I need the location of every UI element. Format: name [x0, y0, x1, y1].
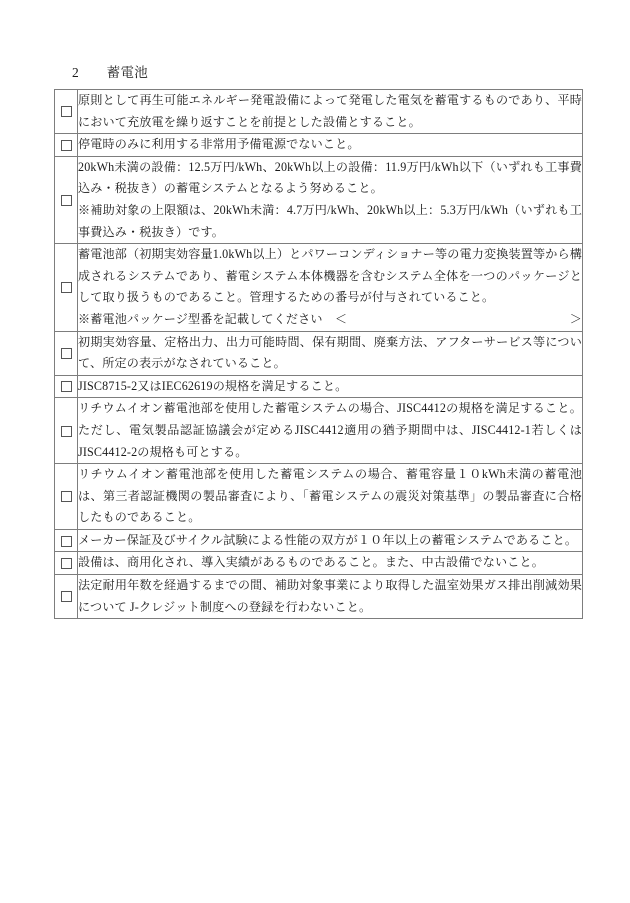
- requirement-paragraph: 法定耐用年数を経過するまでの間、補助対象事業により取得した温室効果ガス排出削減効果について J-クレジット制度への登録を行わないこと。: [78, 578, 582, 614]
- table-row: [55, 464, 583, 530]
- requirement-paragraph: メーカー保証及びサイクル試験による性能の双方が１０年以上の蓄電システムであること。: [78, 532, 578, 547]
- checkbox-icon[interactable]: [61, 536, 72, 547]
- requirement-text-cell: [78, 134, 583, 157]
- checkbox-icon[interactable]: [61, 381, 72, 392]
- requirement-text-cell: [78, 529, 583, 552]
- checkbox-icon[interactable]: [61, 591, 72, 602]
- table-row: [55, 552, 583, 575]
- requirement-text-cell: [78, 575, 583, 619]
- package-model-entry-line: [78, 309, 582, 331]
- requirement-paragraph: JISC8715-2又はIEC62619の規格を満足すること。: [78, 378, 348, 393]
- table-row: [55, 398, 583, 464]
- requirement-checkbox-cell[interactable]: [55, 398, 78, 464]
- requirement-paragraph: 初期実効容量、定格出力、出力可能時間、保有期間、廃棄方法、アフターサービス等について、所定の表示がなされていること。: [78, 334, 582, 371]
- table-row: [55, 529, 583, 552]
- requirement-paragraph: 設備は、商用化され、導入実績があるものであること。また、中古設備でないこと。: [78, 555, 544, 570]
- requirement-checkbox-cell[interactable]: [55, 464, 78, 530]
- checkbox-icon[interactable]: [61, 140, 72, 151]
- checkbox-icon[interactable]: [61, 282, 72, 293]
- requirement-paragraph: 停電時のみに利用する非常用予備電源でないこと。: [78, 137, 360, 152]
- requirement-paragraph: 20kWh未満の設備：12.5万円/kWh、20kWh以上の設備：11.9万円/kWh以下（いずれも工事費込み・税抜き）の蓄電システムとなるよう努めること。: [78, 159, 582, 196]
- requirement-text-cell: [78, 156, 583, 243]
- package-model-label: ※蓄電池パッケージ型番を記載してください: [78, 311, 335, 326]
- table-row: [55, 331, 583, 375]
- requirement-text-cell: [78, 90, 583, 134]
- requirement-checkbox-cell[interactable]: [55, 331, 78, 375]
- requirement-text-cell: [78, 244, 583, 331]
- requirement-paragraph: リチウムイオン蓄電池部を使用した蓄電システムの場合、JISC4412の規格を満足すること。ただし、電気製品認証協議会が定めるJISC4412適用の猶予期間中は、JISC4412-1若しくはJISC4412-2の規格も可とする。: [78, 401, 582, 459]
- table-row: [55, 575, 583, 619]
- checkbox-icon[interactable]: [61, 348, 72, 359]
- bracket-close: ＞: [569, 311, 582, 326]
- requirement-checkbox-cell[interactable]: [55, 529, 78, 552]
- requirement-paragraph: 蓄電池部（初期実効容量1.0kWh以上）とパワーコンディショナー等の電力変換装置等から構成されるシステムであり、蓄電システム本体機器を含むシステム全体を一つのパッケージとして取り扱うものであること。管理するための番号が付与されていること。: [78, 247, 582, 305]
- checkbox-icon[interactable]: [61, 195, 72, 206]
- requirement-text-cell: [78, 398, 583, 464]
- table-row: [55, 375, 583, 398]
- section-heading: 2 蓄電池: [72, 65, 149, 80]
- requirements-table: [54, 89, 583, 619]
- checkbox-icon[interactable]: [61, 106, 72, 117]
- requirement-text-cell: [78, 464, 583, 530]
- requirement-checkbox-cell[interactable]: [55, 552, 78, 575]
- requirement-checkbox-cell[interactable]: [55, 575, 78, 619]
- table-row: [55, 156, 583, 243]
- checkbox-icon[interactable]: [61, 426, 72, 437]
- package-model-input[interactable]: [347, 309, 570, 331]
- requirement-checkbox-cell[interactable]: [55, 134, 78, 157]
- table-row: [55, 90, 583, 134]
- checkbox-icon[interactable]: [61, 558, 72, 569]
- requirement-checkbox-cell[interactable]: [55, 375, 78, 398]
- requirement-checkbox-cell[interactable]: [55, 156, 78, 243]
- requirement-checkbox-cell[interactable]: [55, 244, 78, 331]
- bracket-open: ＜: [334, 311, 348, 326]
- requirement-paragraph: 原則として再生可能エネルギー発電設備によって発電した電気を蓄電するものであり、平時において充放電を繰り返すことを前提とした設備とすること。: [78, 93, 582, 129]
- table-row: [55, 244, 583, 331]
- requirement-paragraph: ※補助対象の上限額は、20kWh未満：4.7万円/kWh、20kWh以上：5.3万円/kWh（いずれも工事費込み・税抜き）です。: [78, 202, 582, 239]
- requirement-text-cell: [78, 552, 583, 575]
- requirement-text-cell: [78, 375, 583, 398]
- requirements-table-body: [55, 90, 583, 619]
- table-row: [55, 134, 583, 157]
- requirement-checkbox-cell[interactable]: [55, 90, 78, 134]
- requirement-text-cell: [78, 331, 583, 375]
- requirement-paragraph: リチウムイオン蓄電池部を使用した蓄電システムの場合、蓄電容量１０kWh未満の蓄電池は、第三者認証機関の製品審査により、「蓄電システムの震災対策基準」の製品審査に合格したものであること。: [78, 467, 582, 525]
- checkbox-icon[interactable]: [61, 491, 72, 502]
